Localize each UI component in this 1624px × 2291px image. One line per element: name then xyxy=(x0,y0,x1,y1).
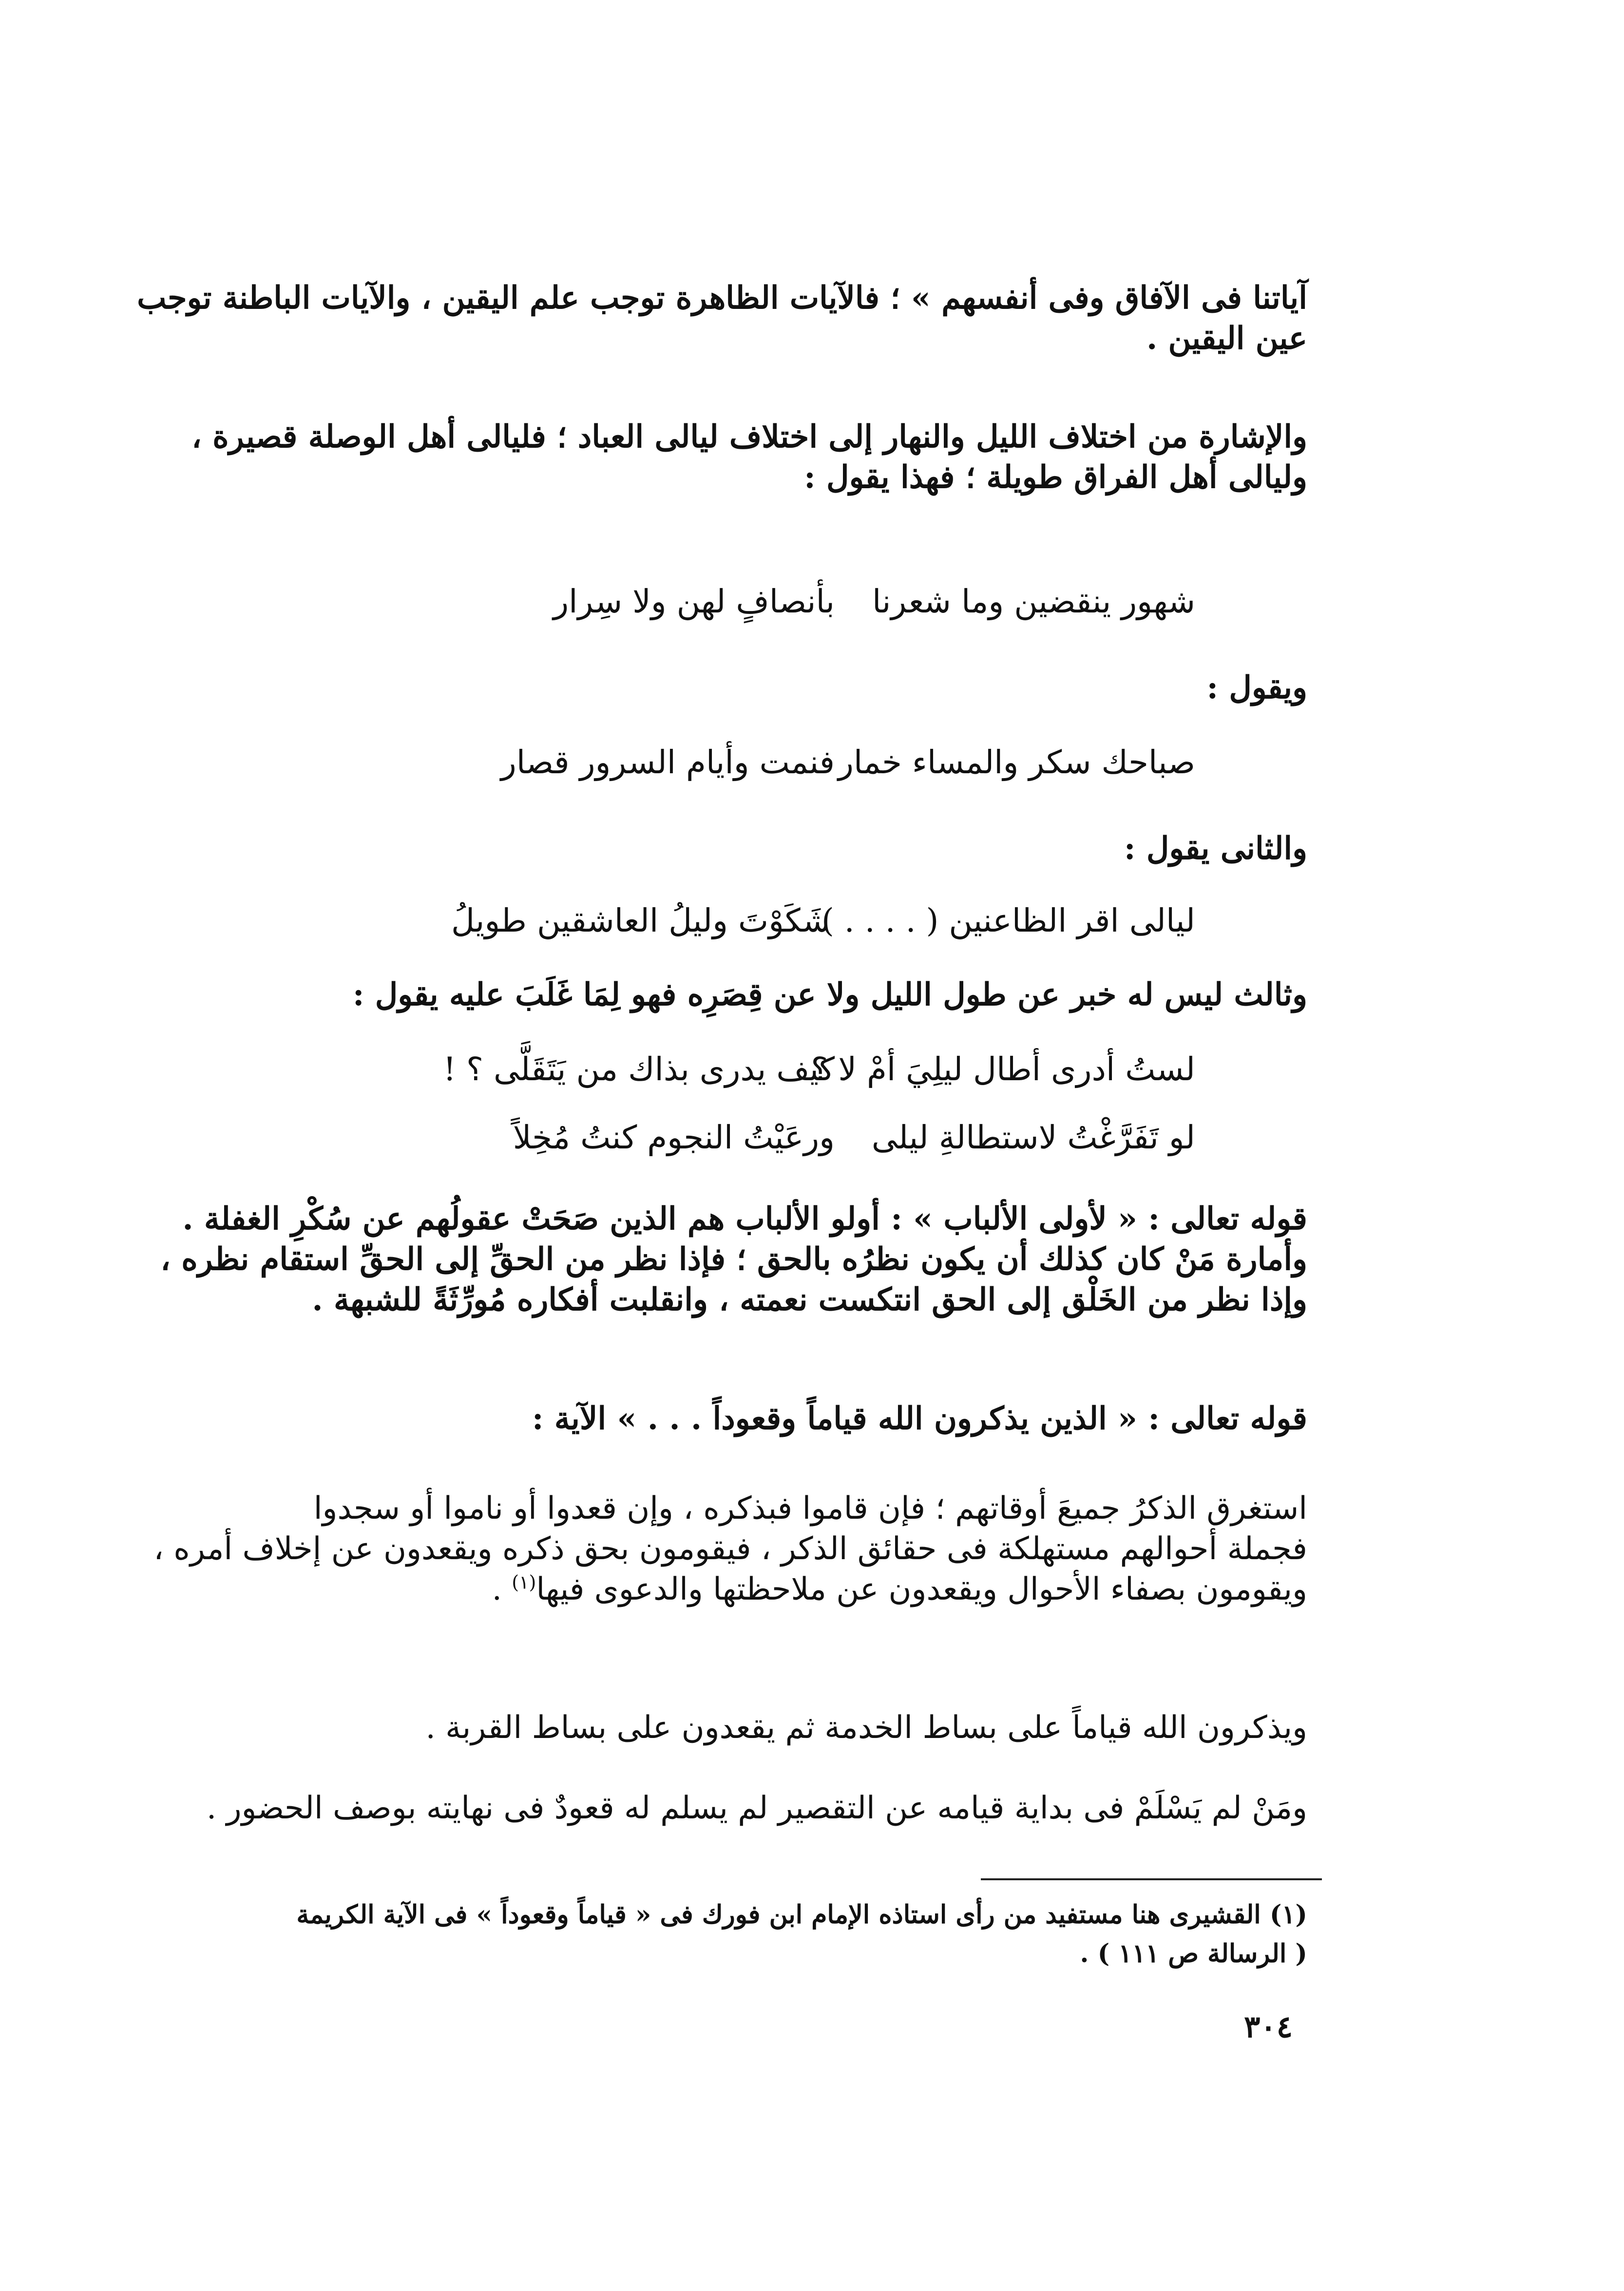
text-line: وإذا نظر من الخَلْق إلى الحق انتكست نعمته ، وانقلبت أفكاره مُورِّثَةً للشبهة . xyxy=(312,1281,1307,1318)
text-line xyxy=(308,1569,1307,1610)
text-line-end: . xyxy=(492,1571,512,1608)
text-line: وليالى أهل الفراق طويلة ؛ فهذا يقول : xyxy=(804,459,1307,496)
paragraph-intro-3 xyxy=(308,828,1307,869)
paragraph-night-day xyxy=(191,417,1307,497)
verse-5-first-hemistich: لو تَفَرَّغْتُ لاستطالةِ ليلى xyxy=(871,1119,1195,1156)
paragraph-service xyxy=(308,1708,1307,1748)
paragraph-third xyxy=(308,974,1307,1015)
verse-2-first-hemistich: صباحك سكر والمساء خمار xyxy=(838,744,1195,781)
footnote-separator xyxy=(981,1878,1322,1880)
paragraph-remembrance-commentary xyxy=(153,1489,1307,1610)
text-line: والثانى يقول : xyxy=(1124,830,1307,867)
text-line: وثالث ليس له خبر عن طول الليل ولا عن قِصَرِه فهو لِمَا غَلَبَ عليه يقول : xyxy=(352,976,1307,1013)
text-line-body: ويقومون بصفاء الأحوال ويقعدون عن ملاحظتها والدعوى فيها xyxy=(536,1571,1307,1608)
paragraph-verse-commentary xyxy=(137,278,1307,359)
paragraph-intro-2 xyxy=(308,668,1307,708)
text-line: استغرق الذكرُ جميعَ أوقاتهم ؛ فإن قاموا فبذكره ، وإن قعدوا أو ناموا أو سجدوا xyxy=(313,1490,1307,1527)
verse-3-second-hemistich: شَكَوْتَ وليلُ العاشقين طويلُ xyxy=(451,902,830,939)
verse-5-second-hemistich: ورعَيْتُ النجوم كنتُ مُخِلاً xyxy=(513,1119,835,1156)
text-line: والإشارة من اختلاف الليل والنهار إلى اختلاف ليالى العباد ؛ فليالى أهل الوصلة قصيرة ، xyxy=(191,419,1307,455)
paragraph-remembrance-verse xyxy=(308,1398,1307,1439)
footnote-reference: (١) xyxy=(512,1572,536,1594)
verse-1-first-hemistich: شهور ينقضين وما شعرنا xyxy=(872,583,1195,620)
verse-4-second-hemistich: كيف يدرى بذاك من يَتَقَلَّى ؟ ! xyxy=(443,1050,835,1088)
verse-3-first-hemistich: ليالى اقر الظاعنين ( . . . . ) xyxy=(822,902,1195,939)
paragraph-people-of-understanding xyxy=(160,1199,1307,1320)
text-line: ويذكرون الله قياماً على بساط الخدمة ثم يقعدون على بساط القربة . xyxy=(425,1710,1307,1746)
paragraph-presence xyxy=(206,1788,1307,1829)
text-line: فجملة أحوالهم مستهلكة فى حقائق الذكر ، فيقومون بحق ذكره ويقعدون عن إخلاف أمره ، xyxy=(153,1531,1307,1567)
verse-1-second-hemistich: بأنصافٍ لهن ولا سِرار xyxy=(553,583,835,620)
text-line: ومَنْ لم يَسْلَمْ فى بداية قيامه عن التقصير لم يسلم له قعودٌ فى نهايته بوصف الحضور . xyxy=(206,1790,1307,1826)
text-line: عين اليقين . xyxy=(1146,320,1307,357)
footnote-line-1: (١) القشيرى هنا مستفيد من رأى استاذه الإمام ابن فورك فى « قياماً وقعوداً » فى الآية الكريمة xyxy=(296,1900,1307,1929)
text-line: قوله تعالى : « لأولى الألباب » : أولو الألباب هم الذين صَحَتْ عقولُهم عن سُكْرِ الغفلة . xyxy=(182,1201,1307,1237)
page-number: ٣٠٤ xyxy=(1244,2009,1293,2044)
verse-2-second-hemistich: فنمت وأيام السرور قصار xyxy=(500,744,835,781)
text-line: قوله تعالى : « الذين يذكرون الله قياماً وقعوداً . . . » الآية : xyxy=(532,1400,1307,1437)
verse-4-first-hemistich: لستُ أدرى أطال ليلِيَ أمْ لا ؟ xyxy=(811,1050,1195,1088)
text-line: ويقول : xyxy=(1206,669,1307,706)
text-line: آياتنا فى الآفاق وفى أنفسهم » ؛ فالآيات الظاهرة توجب علم اليقين ، والآيات الباطنة توجب xyxy=(137,280,1307,316)
text-line: وأمارة مَنْ كان كذلك أن يكون نظرُه بالحق ؛ فإذا نظر من الحقِّ إلى الحقِّ استقام نظره ، xyxy=(160,1241,1307,1278)
footnote-line-2: ( الرسالة ص ١١١ ) . xyxy=(1080,1939,1307,1968)
